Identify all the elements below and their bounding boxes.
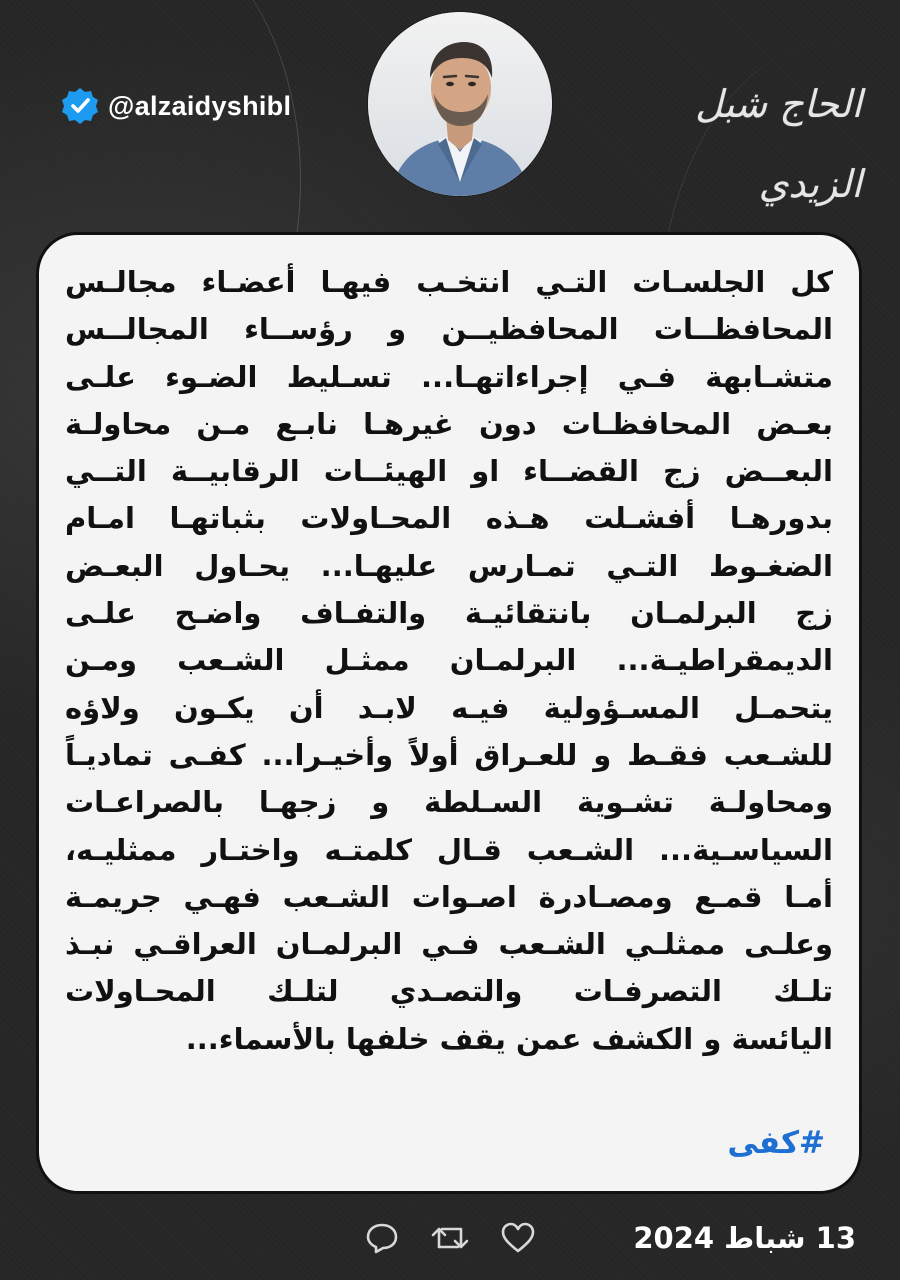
- heart-icon: [500, 1221, 536, 1255]
- post-line: أمـا قمـع ومصـادرة اصـوات الشـعب فهـي جريمـة: [65, 879, 833, 914]
- reply-icon: [364, 1221, 400, 1255]
- portrait-illustration: [368, 12, 552, 196]
- post-line: ومحاولـة تشـوية السـلطة و زجهـا بالصراعـات: [65, 785, 833, 820]
- post-card: [36, 232, 862, 1194]
- post-date: 13 شباط 2024: [633, 1221, 856, 1255]
- post-line: زج البرلمـان بانتقائيـة والتفـاف واضـح علـى: [65, 596, 833, 631]
- post-line: المحافظــات المحافظيــن و رؤســاء المجالــس: [65, 312, 833, 347]
- like-button[interactable]: [496, 1218, 540, 1258]
- retweet-button[interactable]: [428, 1218, 472, 1258]
- post-line: بدورهـا أفشـلت هـذه المحـاولات بثباتهـا امـام: [65, 501, 833, 536]
- post-line: يتحمـل المسـؤولية فيـه لابـد أن يكـون ولاؤه: [65, 690, 833, 725]
- post-actions: [360, 1218, 540, 1258]
- post-line: الديمقراطيـة... البرلمـان ممثـل الشـعب ومـن: [65, 643, 833, 678]
- handle-text: @alzaidyshibl: [108, 90, 292, 121]
- profile-photo-avatar[interactable]: [368, 12, 552, 196]
- signature-logo: الحاج شبل الزيدي: [695, 82, 862, 206]
- post-line: متشـابهة فـي إجراءاتهـا... تسـليط الضـوء علـى: [65, 359, 833, 394]
- post-line: تلـك التصرفـات والتصـدي لتلـك المحـاولات: [65, 974, 833, 1009]
- post-line: اليائسة و الكشف عمن يقف خلفها بالأسماء...: [185, 1021, 833, 1056]
- hashtag-link[interactable]: #كفى: [727, 1125, 825, 1161]
- post-line: كل الجلسـات التـي انتخـب فيهـا أعضـاء مجالـس: [65, 265, 833, 299]
- verified-badge-icon: [60, 86, 100, 126]
- post-line: وعلـى ممثلـي الشـعب فـي البرلمـان العراقـي نبـذ: [65, 927, 833, 962]
- post-line: للشـعب فقـط و للعـراق أولاً وأخيـرا... كفـى تماديـاً: [65, 737, 833, 772]
- post-line: البعــض زج القضــاء او الهيئــات الرقابيــة التــي: [65, 454, 833, 489]
- reply-button[interactable]: [360, 1218, 404, 1258]
- retweet-icon: [430, 1221, 470, 1255]
- post-body: [65, 259, 833, 1063]
- post-line: بعـض المحافظـات دون غيرهـا نابـع مـن محاولـة: [65, 406, 833, 441]
- post-line: الضغـوط التـي تمـارس عليهـا... يحـاول البعـض: [65, 548, 833, 583]
- post-line: السياسـية... الشـعب قـال كلمتـه واختـار ممثليـه،: [65, 832, 833, 867]
- account-handle[interactable]: [60, 86, 291, 126]
